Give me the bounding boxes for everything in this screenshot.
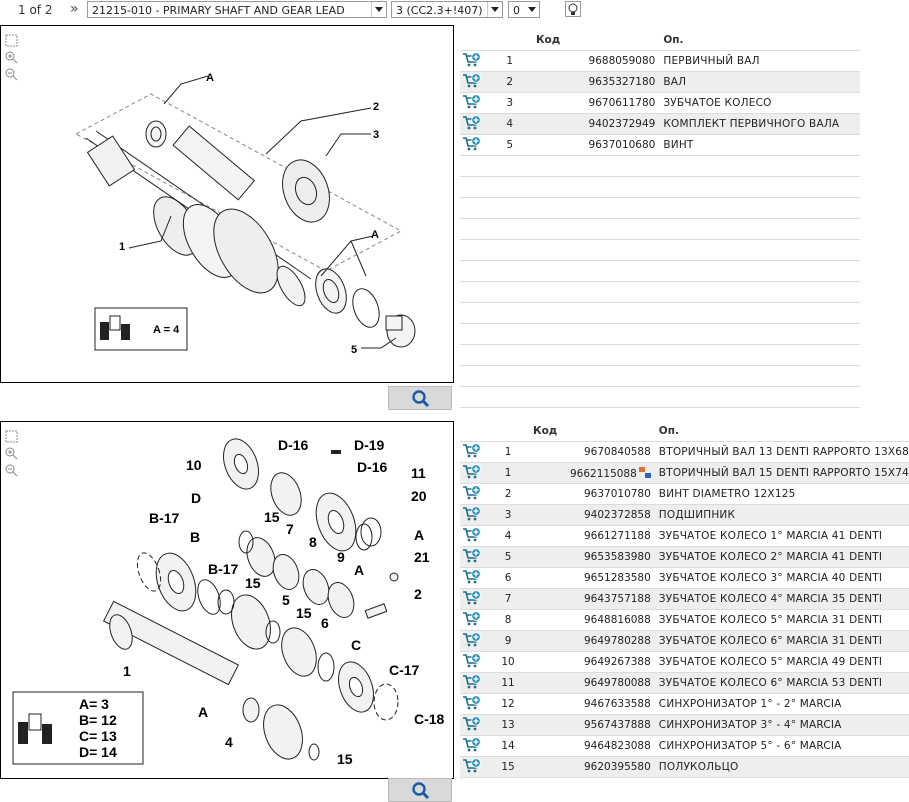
row-name: СИНХРОНИЗАТОР 5° - 6° MARCIA <box>659 736 909 757</box>
add-to-cart-button[interactable] <box>460 484 483 505</box>
row-code-text: 9670840588 <box>583 446 651 458</box>
row-code-text: 9662115088 <box>569 467 637 480</box>
add-to-cart-button[interactable] <box>460 757 483 778</box>
add-to-cart-icon <box>462 443 482 459</box>
add-to-cart-button[interactable] <box>460 135 483 156</box>
row-name: ВТОРИЧНЫЙ ВАЛ 15 DENTI RAPPORTO 15X74 <box>659 463 909 484</box>
row-code-text: 9688059080 <box>588 55 656 67</box>
row-code-text: 9649780088 <box>583 677 651 689</box>
add-to-cart-icon <box>462 695 482 711</box>
table-row[interactable] <box>460 463 909 484</box>
row-qty: 7 <box>483 589 533 610</box>
callout-label: D-16 <box>278 437 309 453</box>
next-page-chevron[interactable]: » <box>70 1 79 17</box>
name-header: Оп. <box>659 421 909 442</box>
empty-row <box>460 198 860 219</box>
table-row[interactable] <box>460 484 909 505</box>
callout-label: B-17 <box>149 510 180 526</box>
table-row[interactable] <box>460 547 909 568</box>
empty-row <box>460 324 860 345</box>
exploded-view-drawing[interactable] <box>1 422 453 778</box>
row-code-text: 9567437888 <box>583 719 651 731</box>
add-to-cart-icon <box>462 485 482 501</box>
row-code[interactable] <box>533 568 659 589</box>
row-name: ЗУБЧАТОЕ КОЛЕСО 3° MARCIA 40 DENTI <box>659 568 909 589</box>
add-to-cart-button[interactable] <box>460 694 483 715</box>
callout-label: B <box>190 529 201 545</box>
row-name: ЗУБЧАТОЕ КОЛЕСО 6° MARCIA 31 DENTI <box>659 631 909 652</box>
row-qty: 4 <box>483 114 536 135</box>
row-code-text: 9661271188 <box>583 530 651 542</box>
callout-label: 15 <box>337 751 353 767</box>
add-to-cart-button[interactable] <box>460 652 483 673</box>
row-code-text: 9651283580 <box>583 572 651 584</box>
empty-row <box>460 219 860 240</box>
add-to-cart-icon <box>462 569 482 585</box>
callout-label: 2 <box>373 101 380 113</box>
callout-label: 9 <box>337 549 345 565</box>
table-row[interactable] <box>460 589 909 610</box>
row-name: ВТОРИЧНЫЙ ВАЛ 13 DENTI RAPPORTO 13X68 <box>659 442 909 463</box>
row-name: ВАЛ <box>663 72 860 93</box>
hint-bulb-icon[interactable] <box>565 1 581 17</box>
callout-label: 15 <box>245 575 261 591</box>
row-code[interactable] <box>533 694 659 715</box>
callout-label: C-17 <box>389 662 420 678</box>
row-code[interactable] <box>533 715 659 736</box>
empty-row <box>460 156 860 177</box>
add-to-cart-button[interactable] <box>460 526 483 547</box>
option-select[interactable] <box>508 1 540 18</box>
table-header <box>460 30 860 51</box>
row-code-text: 9643757188 <box>583 593 651 605</box>
row-code[interactable] <box>533 652 659 673</box>
row-code[interactable] <box>533 463 659 484</box>
table-row[interactable] <box>460 505 909 526</box>
callout-label: 4 <box>225 734 233 750</box>
callout-label: C <box>351 637 362 653</box>
search-icon <box>411 390 431 408</box>
table-row[interactable] <box>460 736 909 757</box>
row-code[interactable] <box>533 547 659 568</box>
callout-label: 10 <box>186 457 202 473</box>
add-to-cart-button[interactable] <box>460 568 483 589</box>
page-indicator: 1 of 2 <box>18 3 53 17</box>
row-qty: 1 <box>483 51 536 72</box>
table-row[interactable] <box>460 526 909 547</box>
row-code-text: 9637010780 <box>583 488 651 500</box>
row-qty: 12 <box>483 694 533 715</box>
row-code[interactable] <box>536 93 663 114</box>
callout-label: A <box>354 562 365 578</box>
table-row[interactable] <box>460 72 860 93</box>
row-code-text: 9467633588 <box>583 698 651 710</box>
row-name: ЗУБЧАТОЕ КОЛЕСО 5° MARCIA 31 DENTI <box>659 610 909 631</box>
row-name: ПЕРВИЧНЫЙ ВАЛ <box>663 51 860 72</box>
add-to-cart-icon <box>462 653 482 669</box>
callout-label: 7 <box>286 521 294 537</box>
row-code[interactable] <box>533 631 659 652</box>
callout-label: D <box>191 490 202 506</box>
exploded-view-drawing[interactable] <box>1 26 453 382</box>
callout-label: A <box>198 704 209 720</box>
callout-label: D-16 <box>357 459 388 475</box>
row-qty: 8 <box>483 610 533 631</box>
row-code[interactable] <box>533 757 659 778</box>
table-row[interactable] <box>460 673 909 694</box>
legend-b: B= 12 <box>79 712 117 728</box>
row-code[interactable] <box>533 589 659 610</box>
callout-label: 21 <box>414 549 430 565</box>
empty-row <box>460 303 860 324</box>
table-row[interactable] <box>460 114 860 135</box>
add-to-cart-button[interactable] <box>460 631 483 652</box>
callout-label: A <box>206 72 214 84</box>
search-icon <box>411 782 431 800</box>
chevron-down-icon <box>528 7 536 12</box>
row-name: ЗУБЧАТОЕ КОЛЕСО 2° MARCIA 41 DENTI <box>659 547 909 568</box>
add-to-cart-icon <box>462 716 482 732</box>
row-name: ЗУБЧАТОЕ КОЛЕСО 1° MARCIA 41 DENTI <box>659 526 909 547</box>
empty-row <box>460 261 860 282</box>
row-qty: 1 <box>483 442 533 463</box>
row-code[interactable] <box>533 442 659 463</box>
row-code-text: 9402372949 <box>588 118 656 130</box>
callout-label: 5 <box>351 344 358 356</box>
add-to-cart-icon <box>462 136 482 152</box>
legend-c: C= 13 <box>79 728 117 744</box>
group-select-value: 21215-010 - PRIMARY SHAFT AND GEAR LEAD <box>92 4 345 17</box>
callout-label: 2 <box>414 586 422 602</box>
table-header <box>460 421 909 442</box>
add-to-cart-icon <box>462 737 482 753</box>
callout-label: 15 <box>296 605 312 621</box>
empty-row <box>460 345 860 366</box>
callout-label: 20 <box>411 488 427 504</box>
toolbar <box>0 0 909 22</box>
table-row[interactable] <box>460 652 909 673</box>
row-code[interactable] <box>536 72 663 93</box>
row-name: СИНХРОНИЗАТОР 3° - 4° MARCIA <box>659 715 909 736</box>
empty-row <box>460 366 860 387</box>
row-qty: 4 <box>483 526 533 547</box>
row-code[interactable] <box>533 610 659 631</box>
table-row[interactable] <box>460 610 909 631</box>
row-code-text: 9635327180 <box>588 76 656 88</box>
name-header: Оп. <box>663 30 860 51</box>
add-to-cart-button[interactable] <box>460 715 483 736</box>
empty-row <box>460 177 860 198</box>
row-code[interactable] <box>536 114 663 135</box>
add-to-cart-button[interactable] <box>460 736 483 757</box>
row-qty: 5 <box>483 135 536 156</box>
callout-label: 8 <box>309 534 317 550</box>
chevron-down-icon <box>491 7 499 12</box>
table-row[interactable] <box>460 93 860 114</box>
table-row[interactable] <box>460 715 909 736</box>
add-to-cart-button[interactable] <box>460 72 483 93</box>
row-qty: 9 <box>483 631 533 652</box>
row-code[interactable] <box>533 526 659 547</box>
row-code-text: 9637010680 <box>588 139 656 151</box>
option-select-value: 0 <box>513 4 520 17</box>
add-to-cart-button[interactable] <box>460 547 483 568</box>
row-qty: 14 <box>483 736 533 757</box>
legend-d: D= 14 <box>79 744 117 760</box>
row-name: ВИНТ <box>663 135 860 156</box>
variant-select[interactable] <box>391 1 503 18</box>
code-header: Код <box>536 30 663 51</box>
add-to-cart-icon <box>462 115 482 131</box>
empty-row <box>460 387 860 408</box>
add-to-cart-button[interactable] <box>460 463 483 484</box>
callout-label: 1 <box>123 663 131 679</box>
row-code-text: 9464823088 <box>583 740 651 752</box>
row-name: ЗУБЧАТОЕ КОЛЕСО 5° MARCIA 49 DENTI <box>659 652 909 673</box>
callout-label: 3 <box>373 129 380 141</box>
row-code-text: 9649267388 <box>583 656 651 668</box>
row-code-text: 9648816088 <box>583 614 651 626</box>
callout-label: 6 <box>321 615 329 631</box>
variant-select-value: 3 (CC2.3+!407) <box>396 4 483 17</box>
add-to-cart-button[interactable] <box>460 610 483 631</box>
legend-a: A= 3 <box>79 696 109 712</box>
row-code[interactable] <box>533 673 659 694</box>
table-row[interactable] <box>460 568 909 589</box>
replacement-icon <box>639 467 651 478</box>
add-to-cart-icon <box>462 464 482 480</box>
add-to-cart-icon <box>462 527 482 543</box>
row-qty: 13 <box>483 715 533 736</box>
add-to-cart-icon <box>462 506 482 522</box>
add-to-cart-icon <box>462 632 482 648</box>
row-name: ПОДШИПНИК <box>659 505 909 526</box>
callout-label: A <box>371 229 379 241</box>
callout-label: 11 <box>411 465 426 481</box>
row-code-text: 9670611780 <box>588 97 656 109</box>
code-header: Код <box>533 421 659 442</box>
table-row[interactable] <box>460 631 909 652</box>
magnify-button[interactable] <box>388 386 452 410</box>
add-to-cart-button[interactable] <box>460 673 483 694</box>
add-to-cart-icon <box>462 611 482 627</box>
table-row[interactable] <box>460 135 860 156</box>
add-to-cart-button[interactable] <box>460 93 483 114</box>
add-to-cart-icon <box>462 758 482 774</box>
row-name: ЗУБЧАТОЕ КОЛЕСО 4° MARCIA 35 DENTI <box>659 589 909 610</box>
row-name: КОМПЛЕКТ ПЕРВИЧНОГО ВАЛА <box>663 114 860 135</box>
row-code-text: 9653583980 <box>583 551 651 563</box>
row-code-text: 9620395580 <box>583 761 651 773</box>
row-code[interactable] <box>533 736 659 757</box>
magnify-button[interactable] <box>388 778 452 802</box>
table-row[interactable] <box>460 442 909 463</box>
row-qty: 11 <box>483 673 533 694</box>
table-row[interactable] <box>460 757 909 778</box>
table-row[interactable] <box>460 694 909 715</box>
row-code-text: 9649780288 <box>583 635 651 647</box>
row-code[interactable] <box>536 135 663 156</box>
row-name: ЗУБЧАТОЕ КОЛЕСО 6° MARCIA 53 DENTI <box>659 673 909 694</box>
callout-label: 1 <box>119 241 126 253</box>
callout-label: A <box>414 527 425 543</box>
legend-text: A = 4 <box>153 324 180 336</box>
row-name: ВИНТ DIAMETRO 12X125 <box>659 484 909 505</box>
parts-table-2 <box>460 421 909 778</box>
add-to-cart-button[interactable] <box>460 589 483 610</box>
table-row[interactable] <box>460 51 860 72</box>
row-code[interactable] <box>533 505 659 526</box>
row-name: ЗУБЧАТОЕ КОЛЕСО <box>663 93 860 114</box>
callout-label: 5 <box>282 592 290 608</box>
row-qty: 10 <box>483 652 533 673</box>
row-qty: 1 <box>483 463 533 484</box>
row-qty: 2 <box>483 72 536 93</box>
diagram-secondary-shaft <box>0 421 454 779</box>
add-to-cart-button[interactable] <box>460 51 483 72</box>
add-to-cart-icon <box>462 73 482 89</box>
row-qty: 5 <box>483 547 533 568</box>
row-qty: 15 <box>483 757 533 778</box>
callout-label: B-17 <box>208 561 239 577</box>
diagram-primary-shaft <box>0 25 454 383</box>
add-to-cart-icon <box>462 94 482 110</box>
row-name: СИНХРОНИЗАТОР 1° - 2° MARCIA <box>659 694 909 715</box>
chevron-down-icon <box>375 7 383 12</box>
callout-label: D-19 <box>354 437 385 453</box>
row-qty: 3 <box>483 93 536 114</box>
row-code[interactable] <box>533 484 659 505</box>
add-to-cart-icon <box>462 548 482 564</box>
callout-label: C-18 <box>414 711 445 727</box>
empty-row <box>460 282 860 303</box>
add-to-cart-button[interactable] <box>460 114 483 135</box>
row-qty: 3 <box>483 505 533 526</box>
row-code[interactable] <box>536 51 663 72</box>
add-to-cart-icon <box>462 52 482 68</box>
row-name: ПОЛУКОЛЬЦО <box>659 757 909 778</box>
parts-table-1 <box>460 30 860 408</box>
row-qty: 2 <box>483 484 533 505</box>
add-to-cart-icon <box>462 674 482 690</box>
group-select[interactable] <box>87 1 387 18</box>
row-qty: 6 <box>483 568 533 589</box>
empty-row <box>460 240 860 261</box>
add-to-cart-icon <box>462 590 482 606</box>
add-to-cart-button[interactable] <box>460 442 483 463</box>
add-to-cart-button[interactable] <box>460 505 483 526</box>
row-code-text: 9402372858 <box>583 509 651 521</box>
callout-label: 15 <box>264 509 280 525</box>
